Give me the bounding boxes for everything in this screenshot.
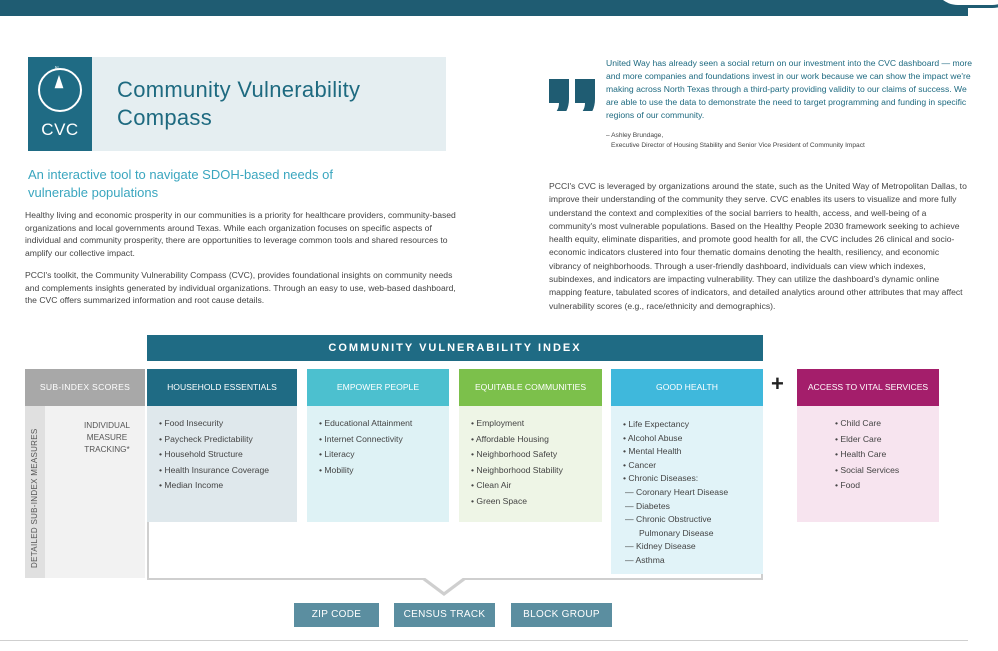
compass-north-letter: N xyxy=(55,66,59,72)
household-essentials-header: HOUSEHOLD ESSENTIALS xyxy=(147,369,297,406)
testimonial-quote: United Way has already seen a social return on our investment into the CVC dashboard — more and more companies and foundations invest in our work because we can show the impact we're making across North Texas through a third-party providing validity to our claims of success. We are able to use the data to demonstrate the need to target programming and funding in specific regions of our community. xyxy=(606,58,973,120)
intro-paragraph-1: Healthy living and economic prosperity in our communities is a priority for healthcare providers, community-based organizations and local governments around Texas. While each organization focuses on specific aspects of individual and community prosperity, there are opportunities to leverage common tools and shared resources to amplify our collective impact. xyxy=(25,210,456,258)
quote-glyph xyxy=(547,77,599,111)
frame-arrow-inner xyxy=(424,577,464,592)
plus-icon: + xyxy=(771,371,784,396)
list-item: • Cancer xyxy=(623,459,657,470)
cvc-usage-paragraph: PCCI's CVC is leveraged by organizations around the state, such as the United Way of Metropolitan Dallas, to improve their understanding of the community they serve. CVC enables its users to visualize and more fully understand the context and complexities of the social barriers to health, access, and well-being of a community's most vulnerable populations. Based on the Healthy People 2030 framework seeking to achieve health equity, eliminate disparities, and promote good health for all, the CVC includes 26 clinical and socio-economic indicators clustered into four thematic domains denoting the health, resiliency, and economic vibrancy of neighborhoods. Through a user-friendly dashboard, individuals can view which indexes, subindexes, and indicators are impacting vulnerability. They can utilize the dashboard's dynamic online mapping feature, tabulated scores of indicators, and detailed analytics around other attributes that may affect vulnerability scores (e.g., race/ethnicity and demographics). xyxy=(549,181,967,311)
list-item: • Chronic Diseases: xyxy=(623,473,699,484)
list-item: • Internet Connectivity xyxy=(319,433,403,444)
list-item: • Paycheck Predictability xyxy=(159,433,253,444)
list-item: • Neighborhood Stability xyxy=(471,464,563,475)
quote-mark-icon xyxy=(547,51,599,111)
list-item: — Coronary Heart Disease xyxy=(625,486,729,497)
cvc-logo xyxy=(28,57,92,151)
zip-code-label: ZIP CODE xyxy=(294,603,379,627)
list-item: • Life Expectancy xyxy=(623,419,690,429)
good-health-list xyxy=(611,406,763,574)
good-health-header: GOOD HEALTH xyxy=(611,369,763,406)
list-item: • Mental Health xyxy=(623,446,682,457)
list-item: • Alcohol Abuse xyxy=(623,432,683,443)
subheading: An interactive tool to navigate SDOH-based needs of vulnerable populations xyxy=(28,167,333,200)
empower-people-list xyxy=(307,406,449,522)
block-group-label: BLOCK GROUP xyxy=(511,603,612,627)
author-name: – Ashley Brundage, xyxy=(606,132,664,139)
list-item: • Median Income xyxy=(159,480,224,490)
footer-divider xyxy=(0,640,968,641)
access-vital-services-header: ACCESS TO VITAL SERVICES xyxy=(797,369,939,406)
index-banner: COMMUNITY VULNERABILITY INDEX xyxy=(147,335,763,361)
list-item: • Mobility xyxy=(319,464,354,475)
detailed-measures-label: DETAILED SUB-INDEX MEASURES xyxy=(30,428,39,568)
compass-needle-icon xyxy=(55,75,64,88)
list-item: • Educational Attainment xyxy=(319,418,413,428)
list-item: • Social Services xyxy=(835,464,900,475)
intro-paragraph-2: PCCI's toolkit, the Community Vulnerability Compass (CVC), provides foundational insights on community needs and complements insights generated by individual organizations. Through an easy to use, web-based dashboard, the CVC offers summarized information and root cause details. xyxy=(25,270,456,306)
list-item: • Green Space xyxy=(471,495,528,506)
testimonial-author xyxy=(606,131,976,151)
list-item: • Affordable Housing xyxy=(471,433,549,444)
list-item: Pulmonary Disease xyxy=(639,527,714,538)
sub-index-scores-label: SUB-INDEX SCORES xyxy=(25,369,145,406)
list-item: — Diabetes xyxy=(625,500,670,511)
list-item: • Neighborhood Safety xyxy=(471,449,558,459)
list-item: • Clean Air xyxy=(471,480,512,490)
list-item: — Kidney Disease xyxy=(625,541,696,552)
list-item: • Household Structure xyxy=(159,449,243,459)
list-item: • Elder Care xyxy=(835,433,882,444)
empower-people-header: EMPOWER PEOPLE xyxy=(307,369,449,406)
list-item: • Employment xyxy=(471,418,525,428)
list-item: • Health Care xyxy=(835,449,887,459)
access-vital-services-list xyxy=(797,406,939,522)
list-item: • Food Insecurity xyxy=(159,418,224,428)
list-item: • Health Insurance Coverage xyxy=(159,464,270,475)
logo-text: CVC xyxy=(41,120,79,139)
equitable-communities-header: EQUITABLE COMMUNITIES xyxy=(459,369,602,406)
list-item: • Food xyxy=(835,480,860,490)
page-title: Community Vulnerability Compass xyxy=(117,77,361,130)
list-item: — Chronic Obstructive xyxy=(625,514,712,525)
census-track-label: CENSUS TRACK xyxy=(394,603,495,627)
top-banner xyxy=(0,0,968,16)
equitable-communities-list xyxy=(459,406,602,522)
household-essentials-list xyxy=(147,406,297,522)
list-item: • Literacy xyxy=(319,449,355,459)
list-item: — Asthma xyxy=(625,554,665,565)
list-item: • Child Care xyxy=(835,418,881,428)
individual-tracking-label: INDIVIDUAL MEASURE TRACKING* xyxy=(84,421,130,454)
author-title: Executive Director of Housing Stability and Senior Vice President of Community Impact xyxy=(611,142,865,149)
